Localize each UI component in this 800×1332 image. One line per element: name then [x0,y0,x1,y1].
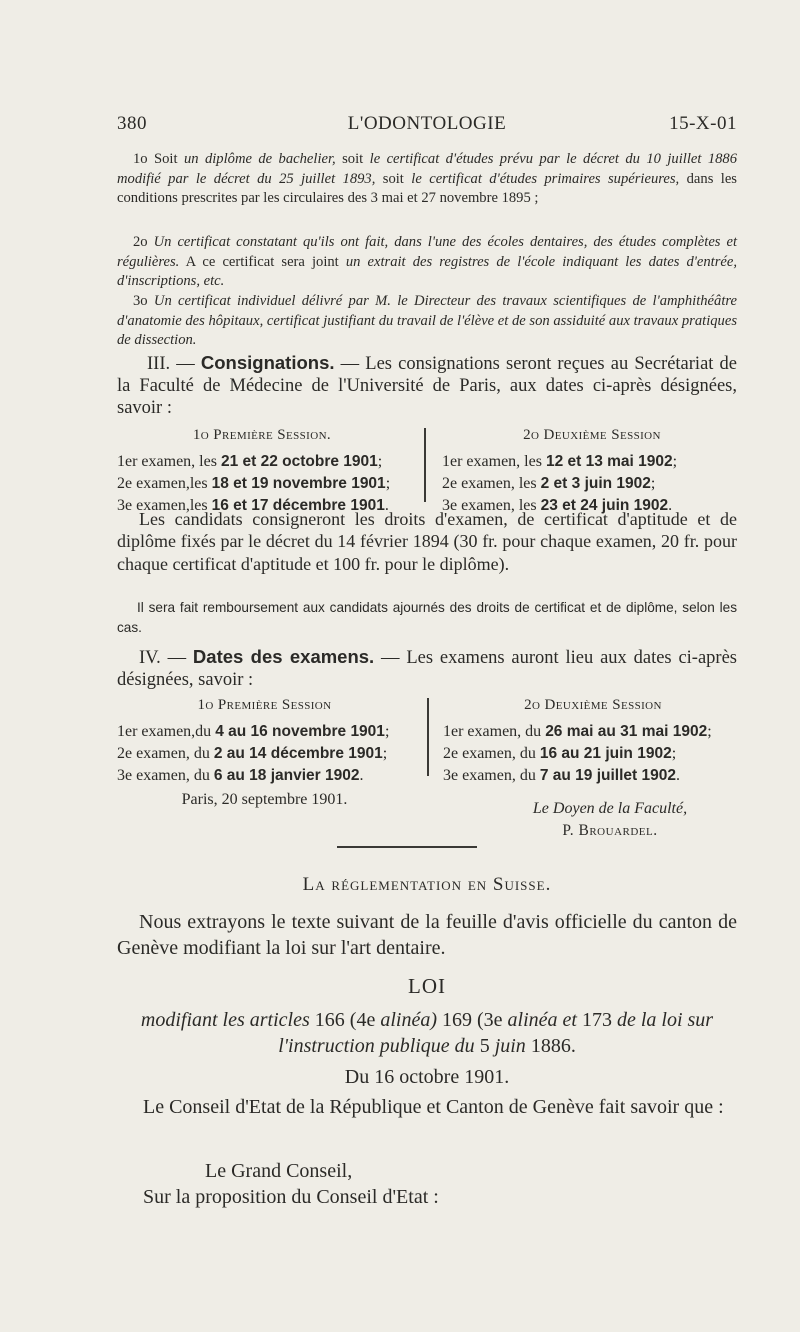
law-sub-3: alinéa) [380,1009,437,1031]
condition-1-tail: dans les conditions prescrites par les circulaires des 3 mai et 27 novembre 1895 ; [117,170,737,207]
section-rule [337,846,477,848]
condition-2-extract: un extrait des registres de l'école indiquant les dates d'entrée, d'inscriptions, etc. [117,253,738,290]
law-sub-7: de la loi sur l'instruction publique du [278,1009,714,1057]
issue-date: 15-X-01 [669,113,737,134]
exam-row [443,743,743,765]
exam-end: . [676,767,680,784]
signature-name: P. Brouardel. [562,822,658,839]
law-subtitle [117,1007,737,1059]
law-sub-8: 5 [479,1035,490,1057]
law-sub-10: 1886. [530,1035,576,1057]
journal-title: L'ODONTOLOGIE [347,113,507,134]
section-4-text: — Les examens auront lieu aux dates ci-après désignées, savoir : [117,648,737,690]
place-date: Paris, 20 septembre 1901. [181,791,348,808]
section-3-session-2 [442,424,742,517]
exam-dates: 21 et 22 octobre 1901 [220,453,378,470]
exam-label: 3e examen, du [443,767,536,784]
exam-row [443,765,743,787]
law-sub-2: 166 (4e [314,1009,376,1031]
exam-dates: 6 au 18 janvier 1902 [213,767,360,784]
exam-end: ; [650,475,656,492]
condition-1-or: soit [342,151,364,167]
page-number: 380 [117,113,147,134]
exam-dates: 2 et 3 juin 1902 [540,475,651,492]
session-heading: 1o Première Session. [192,427,332,443]
law-date: Du 16 octobre 1901. [344,1066,510,1088]
exam-row [117,473,407,495]
condition-3 [117,292,737,351]
exam-row [117,765,412,787]
column-divider [424,428,426,502]
exam-dates: 4 au 16 novembre 1901 [215,723,385,740]
law-sub-5: alinéa et [507,1009,577,1031]
section-3-text: — Les consignations seront reçues au Secrétariat de la Faculté de Médecine de l'Université de Paris, aux dates ci-après désignées, savoir : [117,354,738,418]
law-title: LOI [408,974,446,998]
section-3-numeral: III. — [147,354,195,374]
section-3-title: Consignations. [200,352,335,373]
condition-1-or-2: soit [382,170,404,187]
section-4-session-1 [117,694,412,811]
exam-label: 3e examen,les [117,497,208,514]
exam-label: 1er examen, du [443,723,542,740]
exam-label: 1er examen, les [442,453,542,470]
exam-dates: 26 mai au 31 mai 1902 [545,723,708,740]
section-3-intro [117,352,737,419]
column-divider [427,698,429,776]
exam-dates: 7 au 19 juillet 1902 [539,767,676,784]
section-4-session-2 [443,694,743,787]
law-sub-9: juin [494,1035,526,1057]
condition-1-primary-cert: le certificat d'études primaires supérieures, [411,170,680,187]
exam-label: 2e examen, du [443,745,536,762]
exam-end: ; [672,453,678,470]
section-4-numeral: IV. — [139,648,187,668]
condition-2-certificate: Un certificat constatant qu'ils ont fait, dans l'une des écoles dentaires, des études complètes et régulières. [117,234,738,270]
condition-3-certificate: Un certificat individuel délivré par M. le Directeur des travaux scientifiques de l'amphithéâtre d'anatomie des hôpitaux, certificat justifiant du travail de l'élève et de son assiduité aux travaux pratiques de dissection. [117,293,737,349]
swiss-heading: La réglementation en Suisse. [302,874,552,895]
exam-label: 1er examen,du [117,723,212,740]
law-line-1: Le Grand Conseil, [205,1160,353,1182]
condition-1-certificate: le certificat d'études prévu par le décret du 10 juillet 1886 modifié par le décret du 25 juillet 1893, [117,151,738,187]
exam-row [442,451,742,473]
exam-row [443,721,743,743]
exam-label: 3e examen, du [117,767,210,784]
exam-dates: 18 et 19 novembre 1901 [211,475,386,492]
exam-end: ; [671,745,677,762]
condition-2 [117,233,737,292]
exam-end: ; [707,723,712,740]
exam-row [442,473,742,495]
exam-row [117,743,412,765]
condition-2-lead: 2o [133,234,148,250]
exam-dates: 12 et 13 mai 1902 [545,453,673,470]
session-heading: 2o Deuxième Session [524,697,662,713]
exam-dates: 2 au 14 décembre 1901 [213,745,383,762]
section-4-intro [117,646,737,691]
section-3-session-1 [117,424,407,517]
section-4-title: Dates des examens. [192,646,375,667]
exam-row [117,721,412,743]
exam-label: 2e examen, les [442,475,537,492]
law-line-2: Sur la proposition du Conseil d'Etat : [143,1186,439,1208]
exam-dates: 16 au 21 juin 1902 [539,745,672,762]
signature-title: Le Doyen de la Faculté, [532,800,688,817]
exam-end: ; [385,475,391,492]
condition-1-diploma: un diplôme de bachelier, [183,151,336,167]
exam-end: . [668,497,673,514]
law-sub-4: 169 (3e [441,1009,503,1031]
law-body: Le Conseil d'Etat de la République et Canton de Genève fait savoir que : [143,1096,724,1118]
condition-2-mid: A ce certificat sera joint [185,253,339,270]
session-heading: 2o Deuxième Session [523,427,661,443]
running-header [117,113,737,141]
exam-label: 2e examen,les [117,475,208,492]
law-sub-6: 173 [581,1009,612,1031]
exam-label: 3e examen, les [442,497,537,514]
section-3-fees: Les candidats consigneront les droits d'examen, de certificat d'aptitude et de diplôme fixés par le décret du 14 février 1894 (30 fr. pour chaque examen, 20 fr. pour chaque certificat d'aptitude et 100 fr. pour le diplôme). [117,509,737,574]
exam-end: ; [377,453,383,470]
law-sub-1: modifiant les articles [140,1009,310,1031]
exam-dates: 16 et 17 décembre 1901 [211,497,385,514]
exam-row [117,451,407,473]
session-heading: 1o Première Session [197,697,332,713]
exam-end: . [384,497,389,514]
condition-3-lead: 3o [133,293,148,309]
exam-end: ; [384,723,390,740]
exam-label: 1er examen, les [117,453,217,470]
exam-label: 2e examen, du [117,745,210,762]
exam-end: ; [382,745,388,762]
condition-1 [117,150,737,209]
swiss-intro: Nous extrayons le texte suivant de la feuille d'avis officielle du canton de Genève modifiant la loi sur l'art dentaire. [117,911,737,959]
exam-dates: 23 et 24 juin 1902 [540,497,669,514]
condition-1-lead: 1o Soit [133,151,178,167]
exam-end: . [359,767,364,784]
section-3-refund: Il sera fait remboursement aux candidats ajournés des droits de certificat et de diplôme, selon les cas. [117,600,737,635]
